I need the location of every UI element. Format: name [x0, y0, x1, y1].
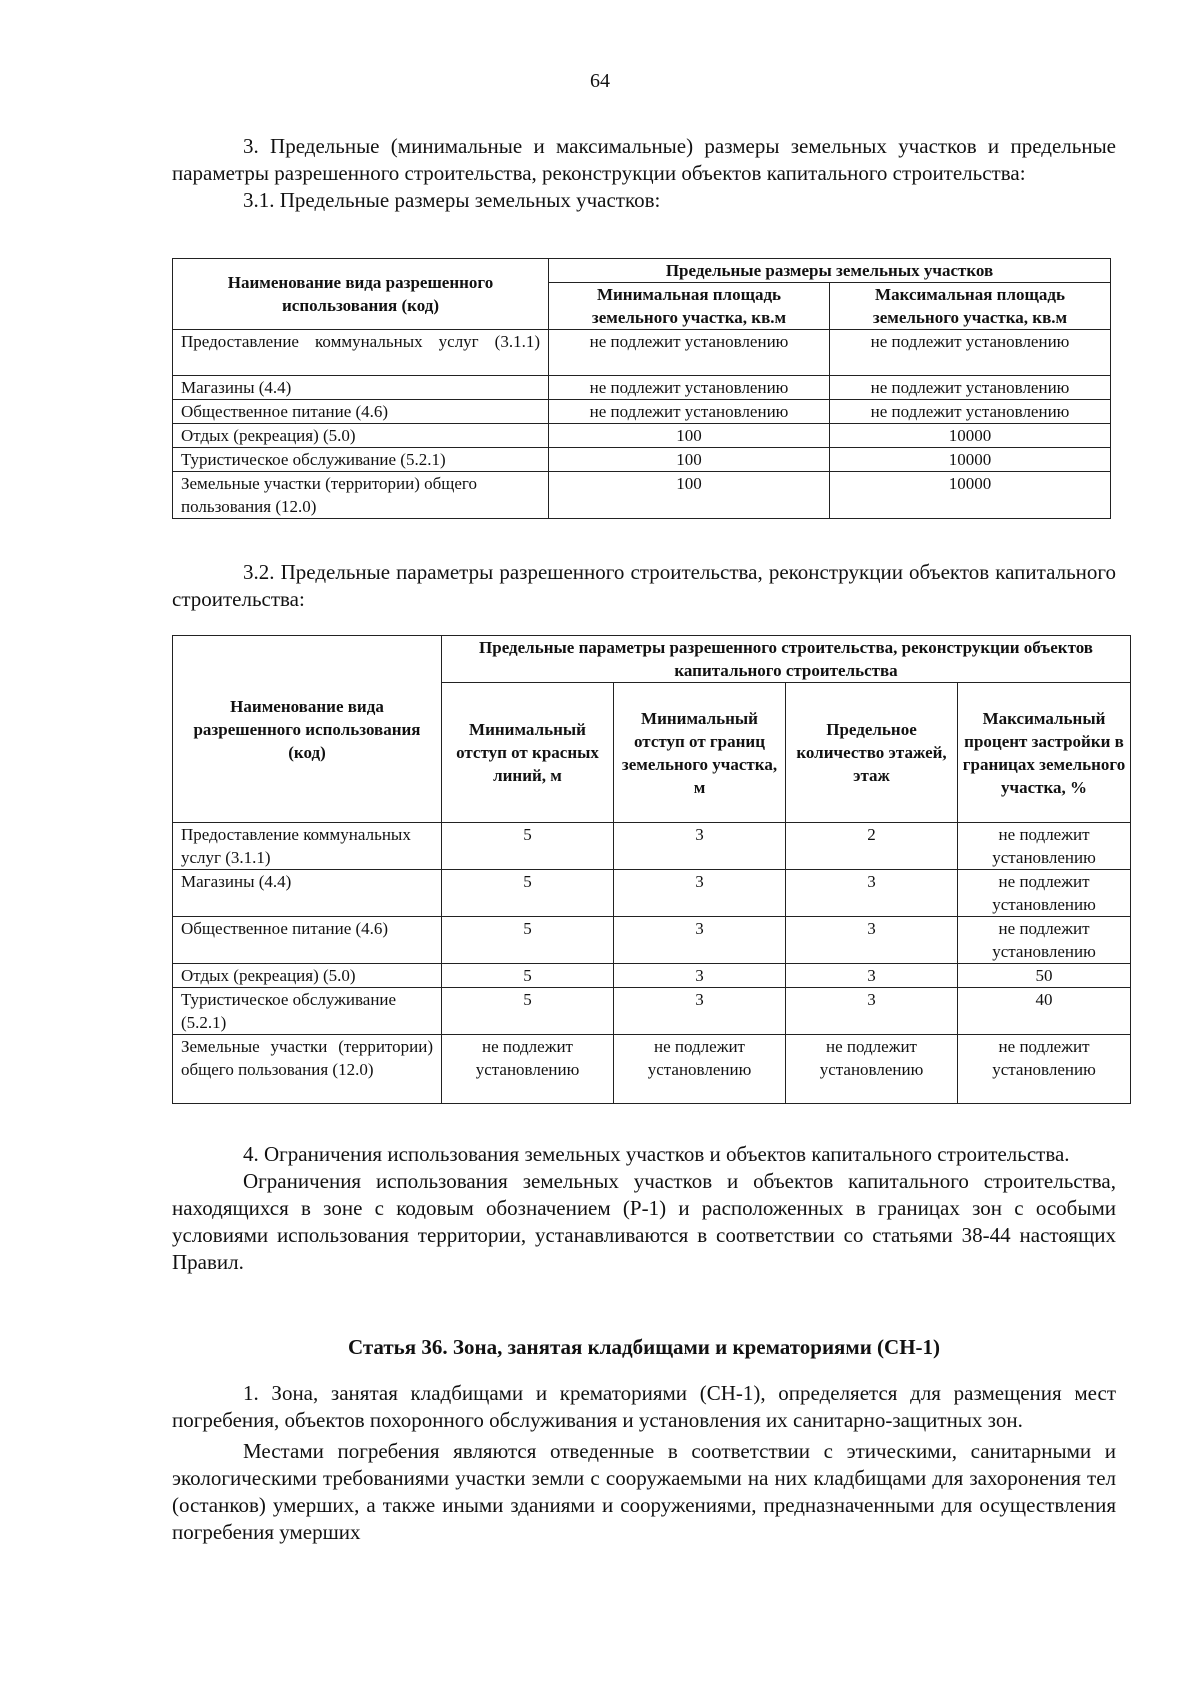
t2-row-c1: не подлежит установлению — [442, 1035, 614, 1104]
t1-row-name: Предоставление коммунальных услуг (3.1.1) — [173, 330, 549, 376]
t1-row-min: 100 — [549, 424, 830, 448]
t1-row-min: 100 — [549, 448, 830, 472]
t1-header-min: Минимальная площадь земельного участка, кв.м — [549, 283, 830, 330]
article-paragraph-2: Местами погребения являются отведенные в соответствии с этическими, санитарными и экологическими требованиями участки земли с сооружаемыми на них кладбищами для захоронения тел (останков) умерших, а также иными зданиями и сооружениями, предназначенными для осуществления погребения умерших — [172, 1439, 1116, 1544]
t1-row-name: Магазины (4.4) — [173, 376, 549, 400]
t2-row-c3: 3 — [786, 988, 958, 1035]
table-row — [173, 964, 1131, 988]
t1-header-name: Наименование вида разрешенного использования (код) — [173, 259, 549, 330]
t1-row-max: 10000 — [830, 472, 1111, 519]
t2-row-c3: 3 — [786, 917, 958, 964]
t2-row-c1: 5 — [442, 823, 614, 870]
t1-row-min: не подлежит установлению — [549, 400, 830, 424]
section-4 — [172, 1141, 1116, 1276]
t2-row-c4: не подлежит установлению — [958, 1035, 1131, 1104]
t1-row-max: 10000 — [830, 424, 1111, 448]
article-paragraph-1: 1. Зона, занятая кладбищами и крематориями (СН-1), определяется для размещения мест погребения, объектов похоронного обслуживания и установления их санитарно-защитных зон. — [172, 1381, 1116, 1432]
paragraph-4: 4. Ограничения использования земельных участков и объектов капитального строительства. — [243, 1142, 1070, 1166]
t2-row-name: Предоставление коммунальных услуг (3.1.1) — [173, 823, 442, 870]
t2-row-c2: не подлежит установлению — [614, 1035, 786, 1104]
t2-row-name: Туристическое обслуживание (5.2.1) — [173, 988, 442, 1035]
t2-header-red-line-setback: Минимальный отступ от красных линий, м — [442, 683, 614, 823]
t1-header-group: Предельные размеры земельных участков — [549, 259, 1111, 283]
t2-row-c4: 50 — [958, 964, 1131, 988]
t1-row-max: 10000 — [830, 448, 1111, 472]
table-row — [173, 400, 1111, 424]
table-row — [173, 823, 1131, 870]
t2-row-name: Общественное питание (4.6) — [173, 917, 442, 964]
t2-header-floors: Предельное количество этажей, этаж — [786, 683, 958, 823]
t2-row-c3: 3 — [786, 870, 958, 917]
section-3-2-intro — [172, 559, 1116, 613]
table-row — [173, 1035, 1131, 1104]
article-36 — [172, 1334, 1116, 1546]
t2-row-c1: 5 — [442, 988, 614, 1035]
t2-row-c2: 3 — [614, 988, 786, 1035]
table-row — [173, 870, 1131, 917]
t1-row-min: не подлежит установлению — [549, 330, 830, 376]
page-number: 64 — [590, 70, 610, 92]
paragraph-4-restrictions: Ограничения использования земельных участков и объектов капитального строительства, находящихся в зоне с кодовым обозначением (Р-1) и расположенных в границах зон с особыми условиями использования территории, устанавливаются в соответствии со статьями 38-44 настоящих Правил. — [172, 1169, 1116, 1274]
table-row — [173, 448, 1111, 472]
t1-row-name: Земельные участки (территории) общего пользования (12.0) — [173, 472, 549, 519]
t1-row-name: Туристическое обслуживание (5.2.1) — [173, 448, 549, 472]
paragraph-3: 3. Предельные (минимальные и максимальные) размеры земельных участков и предельные параметры разрешенного строительства, реконструкции объектов капитального строительства: — [172, 134, 1116, 185]
t2-row-name: Магазины (4.4) — [173, 870, 442, 917]
t2-row-c4: 40 — [958, 988, 1131, 1035]
table-row — [173, 472, 1111, 519]
t2-row-c3: 2 — [786, 823, 958, 870]
t2-row-c2: 3 — [614, 917, 786, 964]
t2-row-name: Земельные участки (территории) общего пользования (12.0) — [173, 1035, 442, 1104]
land-plot-size-table — [172, 258, 1111, 519]
table-row — [173, 424, 1111, 448]
t2-header-name: Наименование вида разрешенного использования (код) — [173, 636, 442, 823]
t2-row-c4: не подлежит установлению — [958, 870, 1131, 917]
t2-row-c1: 5 — [442, 917, 614, 964]
t1-row-name: Отдых (рекреация) (5.0) — [173, 424, 549, 448]
table-row — [173, 330, 1111, 376]
t2-row-c2: 3 — [614, 964, 786, 988]
t1-row-max: не подлежит установлению — [830, 376, 1111, 400]
t1-header-max: Максимальная площадь земельного участка, кв.м — [830, 283, 1111, 330]
t2-row-c2: 3 — [614, 870, 786, 917]
t2-row-c1: 5 — [442, 964, 614, 988]
t2-row-c4: не подлежит установлению — [958, 823, 1131, 870]
t2-row-c3: 3 — [786, 964, 958, 988]
t2-row-c4: не подлежит установлению — [958, 917, 1131, 964]
t1-row-name: Общественное питание (4.6) — [173, 400, 549, 424]
t1-row-min: не подлежит установлению — [549, 376, 830, 400]
t2-header-group: Предельные параметры разрешенного строительства, реконструкции объектов капитального строительства — [442, 636, 1131, 683]
t2-header-build-percent: Максимальный процент застройки в границах земельного участка, % — [958, 683, 1131, 823]
table-row — [173, 376, 1111, 400]
t2-header-boundary-setback: Минимальный отступ от границ земельного участка, м — [614, 683, 786, 823]
t1-row-min: 100 — [549, 472, 830, 519]
t1-row-max: не подлежит установлению — [830, 330, 1111, 376]
t2-row-c3: не подлежит установлению — [786, 1035, 958, 1104]
table-row — [173, 917, 1131, 964]
table-row — [173, 988, 1131, 1035]
t2-row-c1: 5 — [442, 870, 614, 917]
paragraph-3-2: 3.2. Предельные параметры разрешенного строительства, реконструкции объектов капитального строительства: — [172, 560, 1116, 611]
section-3-intro — [172, 133, 1116, 214]
article-heading: Статья 36. Зона, занятая кладбищами и крематориями (СН-1) — [347, 1335, 941, 1359]
paragraph-3-1: 3.1. Предельные размеры земельных участков: — [243, 188, 661, 212]
t2-row-name: Отдых (рекреация) (5.0) — [173, 964, 442, 988]
construction-parameters-table — [172, 635, 1131, 1104]
t1-row-max: не подлежит установлению — [830, 400, 1111, 424]
t2-row-c2: 3 — [614, 823, 786, 870]
